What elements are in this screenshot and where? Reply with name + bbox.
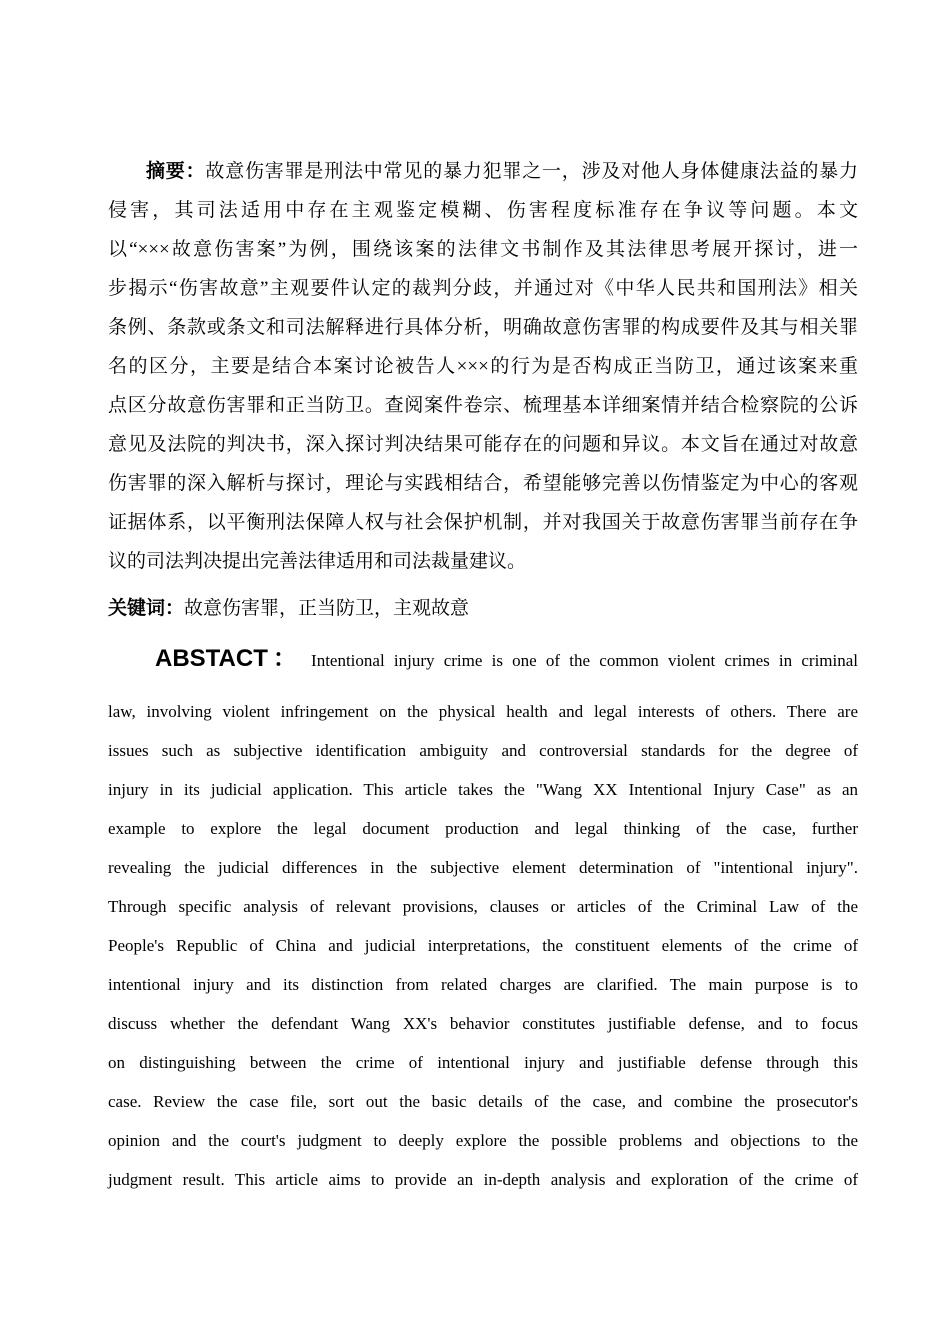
text-line: intentional injury and its distinction from related charges are clarified. The main purpose is to	[108, 975, 858, 994]
english-abstract-paragraph	[108, 628, 858, 1199]
text-line: on distinguishing between the crime of intentional injury and justifiable defense through this	[108, 1053, 858, 1072]
text-line: revealing the judicial differences in the subjective element determination of "intentional injury".	[108, 858, 858, 877]
text-line: 伤害罪的深入解析与探讨，理论与实践相结合，希望能够完善以伤情鉴定为中心的客观	[108, 473, 858, 494]
text-line: judgment result. This article aims to provide an in-depth analysis and exploration of the crime of	[108, 1170, 858, 1189]
text-line: example to explore the legal document production and legal thinking of the case, further	[108, 819, 858, 838]
text-line: opinion and the court's judgment to deeply explore the possible problems and objections to the	[108, 1131, 858, 1150]
keywords-line	[108, 589, 858, 628]
english-abstract-label: ABSTACT：	[155, 645, 302, 672]
text-line: Through specific analysis of relevant provisions, clauses or articles of the Criminal Law of the	[108, 897, 858, 916]
text-line: 以“×××故意伤害案”为例，围绕该案的法律文书制作及其法律思考展开探讨，进一	[108, 239, 858, 260]
text-line: 步揭示“伤害故意”主观要件认定的裁判分歧，并通过对《中华人民共和国刑法》相关	[108, 278, 858, 299]
english-abstract-first-line-text: Intentional injury crime is one of the common violent crimes in criminal	[311, 651, 859, 670]
text-line: issues such as subjective identification ambiguity and controversial standards for the degree of	[108, 741, 858, 760]
text-line: 侵害，其司法适用中存在主观鉴定模糊、伤害程度标准存在争议等问题。本文	[108, 200, 858, 221]
english-abstract-body	[108, 692, 858, 1199]
text-line: 条例、条款或条文和司法解释进行具体分析，明确故意伤害罪的构成要件及其与相关罪	[108, 317, 858, 338]
text-line: injury in its judicial application. This article takes the "Wang XX Intentional Injury Case" as an	[108, 780, 858, 799]
text-line: 证据体系，以平衡刑法保障人权与社会保护机制，并对我国关于故意伤害罪当前存在争	[108, 512, 858, 533]
text-line: discuss whether the defendant Wang XX's behavior constitutes justifiable defense, and to focus	[108, 1014, 858, 1033]
page-content	[108, 152, 858, 1199]
text-line: 名的区分，主要是结合本案讨论被告人×××的行为是否构成正当防卫，通过该案来重	[108, 356, 858, 377]
text-line: 意见及法院的判决书，深入探讨判决结果可能存在的问题和异议。本文旨在通过对故意	[108, 434, 858, 455]
english-abstract-first-line	[108, 628, 858, 692]
chinese-abstract-first-line-text: 故意伤害罪是刑法中常见的暴力犯罪之一，涉及对他人身体健康法益的暴力	[205, 161, 858, 182]
text-line: case. Review the case file, sort out the basic details of the case, and combine the prosecutor's	[108, 1092, 858, 1111]
keywords-label: 关键词：	[108, 598, 185, 619]
text-line: law, involving violent infringement on the physical health and legal interests of others. There are	[108, 702, 858, 721]
chinese-abstract-label: 摘要：	[146, 161, 206, 182]
text-line: People's Republic of China and judicial interpretations, the constituent elements of the crime of	[108, 936, 858, 955]
keywords-text: 故意伤害罪，正当防卫，主观故意	[184, 598, 470, 619]
chinese-abstract-body	[108, 191, 858, 581]
chinese-abstract-paragraph	[108, 152, 858, 581]
text-line: 议的司法判决提出完善法律适用和司法裁量建议。	[108, 551, 527, 572]
text-line: 点区分故意伤害罪和正当防卫。查阅案件卷宗、梳理基本详细案情并结合检察院的公诉	[108, 395, 858, 416]
chinese-abstract-first-line	[108, 152, 858, 191]
